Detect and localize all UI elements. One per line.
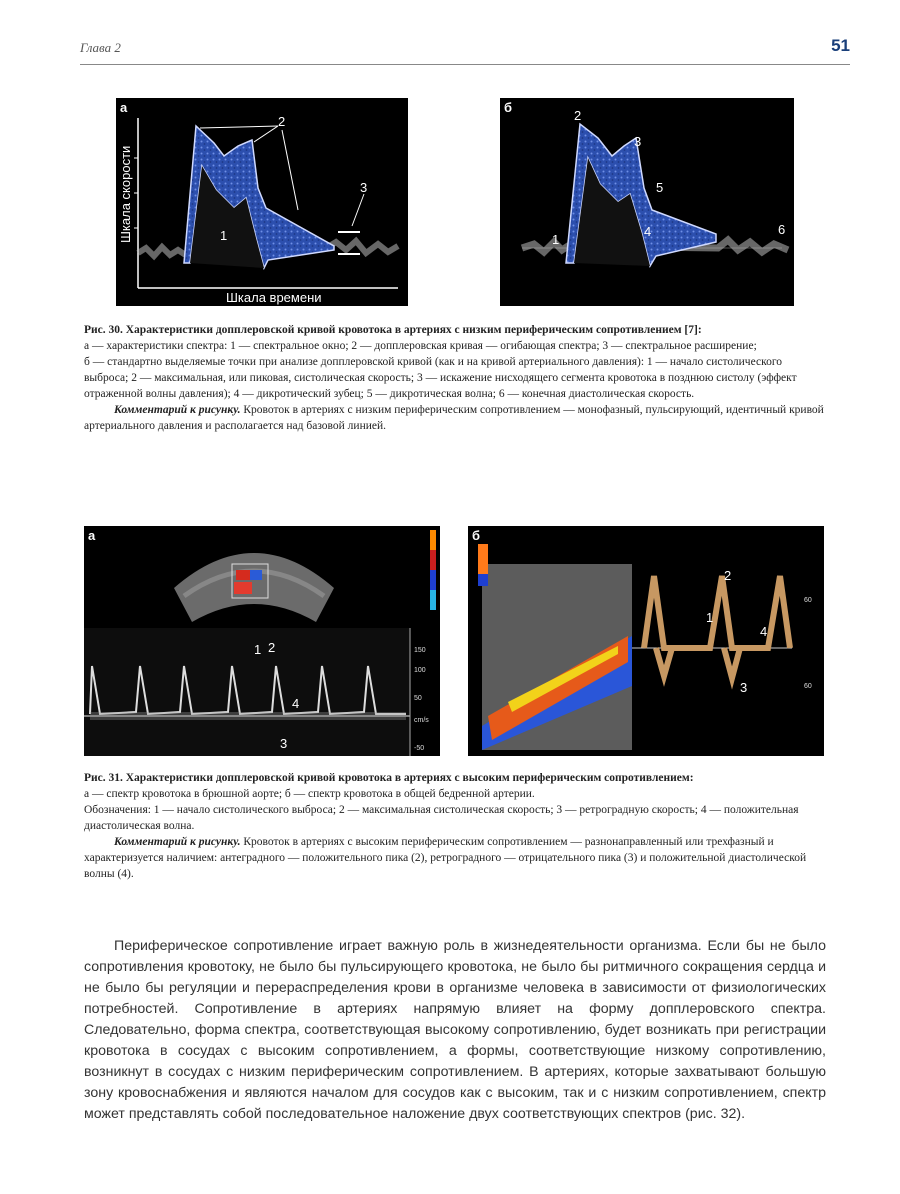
fig30-a-x-axis-label: Шкала времени (226, 290, 322, 305)
fig31-a-scale-50: 50 (414, 695, 422, 702)
body-text (84, 936, 826, 1125)
fig31-b-marker-3: 3 (740, 680, 748, 695)
fig30-b-letter: б (504, 100, 513, 115)
fig31-a-scale-neg50: -50 (414, 745, 425, 752)
fig30-a-marker-3: 3 (360, 180, 368, 195)
chapter-label: Глава 2 (80, 40, 121, 55)
fig30-comment-text: Кровоток в артериях с низким периферическим сопротивлением — монофазный, пульсирующий, идентичный кривой артериального давления и располагается над базовой линией. (84, 404, 824, 432)
header-rule (80, 64, 850, 65)
page-header (80, 30, 850, 66)
fig31-a-scale-100: 100 (414, 667, 426, 674)
fig30-caption-title: Рис. 30. Характеристики допплеровской кривой кровотока в артериях с низким периферическим сопротивлением [7]: (84, 324, 702, 336)
fig30-a-marker-1: 1 (220, 228, 228, 243)
fig30-b-marker-1: 1 (552, 232, 560, 247)
fig30-panel-a (116, 98, 408, 306)
fig31-caption-line-ab: а — спектр кровотока в брюшной аорте; б — спектр кровотока в общей бедренной артерии. (84, 788, 535, 800)
fig31-a-scale-150: 150 (414, 647, 426, 654)
fig31-b-side-mark-bottom: 60 (804, 683, 812, 690)
fig31-b-marker-2: 2 (724, 568, 732, 583)
fig31-a-marker-1: 1 (254, 642, 262, 657)
fig30-b-marker-4: 4 (644, 224, 652, 239)
fig30-comment-label: Комментарий к рисунку. (114, 404, 241, 416)
fig30-b-marker-6: 6 (778, 222, 786, 237)
fig31-comment-text: Кровоток в артериях с высоким периферическим сопротивлением — разнонаправленный или трехфазный и характеризуется наличием: антеградного — положительного пика (2), ретроградного — отрицательного пика (3) и положительной диастолической волны (4). (84, 836, 807, 880)
fig30-caption (84, 322, 824, 434)
fig30-caption-line-a: а — характеристики спектра: 1 — спектральное окно; 2 — допплеровская кривая — огибающая спектра; 3 — спектральное расширение; (84, 340, 757, 352)
fig31-caption-legend: Обозначения: 1 — начало систолического выброса; 2 — максимальная систолическая скорость; 3 — ретроградную скорость; 4 — положительная диастолическая волна. (84, 804, 799, 832)
fig31-a-marker-4: 4 (292, 696, 300, 711)
fig30-b-marker-3: 3 (634, 134, 642, 149)
body-paragraph: Периферическое сопротивление играет важную роль в жизнедеятельности организма. Если бы не было сопротивления кровотоку, не было бы пульсирующего кровотока, не было бы ритмичного сокращения сердца и не было бы регуляции и перераспределения крови в организме человека в зависимости от физиологических потребностей. Сопротивление в артериях напрямую влияет на форму допплеровского спектра. Следовательно, форма спектра, соответствующая высокому сопротивлению, будет возникать при регистрации кровотока в сосудах с высоким сопротивлением, а формы, соответствующие низкому сопротивлению, возникнут в сосудах с низким периферическим сопротивлением. В артериях, которые захватывают большую зону кровоснабжения и являются началом для сосудов как с высоким, так и с низким сопротивлением, спектр может представлять собой последовательное наложение двух соответствующих спектров (рис. 32). (84, 938, 826, 1122)
fig30-b-marker-5: 5 (656, 180, 664, 195)
fig31-panel-b (468, 526, 824, 756)
page-number: 51 (831, 36, 850, 55)
fig31-comment-label: Комментарий к рисунку. (114, 836, 241, 848)
fig31-caption (84, 770, 824, 882)
fig31-panel-a (84, 526, 440, 756)
fig30-a-y-axis-label: Шкала скорости (118, 145, 133, 243)
fig31-comment (84, 834, 824, 882)
fig31-a-unit: cm/s (414, 717, 429, 724)
fig31-b-marker-1: 1 (706, 610, 714, 625)
fig31-caption-title: Рис. 31. Характеристики допплеровской кривой кровотока в артериях с высоким периферическим сопротивлением: (84, 772, 694, 784)
fig30-panel-b (500, 98, 794, 306)
fig30-comment (84, 402, 824, 434)
fig31-b-letter: б (472, 528, 481, 543)
fig31-a-letter: а (88, 528, 96, 543)
fig31-b-side-mark-top: 60 (804, 597, 812, 604)
fig31-a-marker-3: 3 (280, 736, 288, 751)
fig31-a-marker-2: 2 (268, 640, 276, 655)
fig30-caption-line-b: б — стандартно выделяемые точки при анализе допплеровской кривой (как и на кривой артериального давления): 1 — начало систолического выброса; 2 — максимальная, или пиковая, систолическая скорость; 3 — искажение нисходящего сегмента кровотока в позднюю систолу (эффект отраженной волны давления); 4 — дикротический зубец; 5 — дикротическая волна; 6 — конечная диастолическая скорость. (84, 356, 797, 400)
fig30-b-marker-2: 2 (574, 108, 582, 123)
fig31-b-marker-4: 4 (760, 624, 768, 639)
fig30-a-marker-2: 2 (278, 114, 286, 129)
fig30-a-letter: а (120, 100, 128, 115)
